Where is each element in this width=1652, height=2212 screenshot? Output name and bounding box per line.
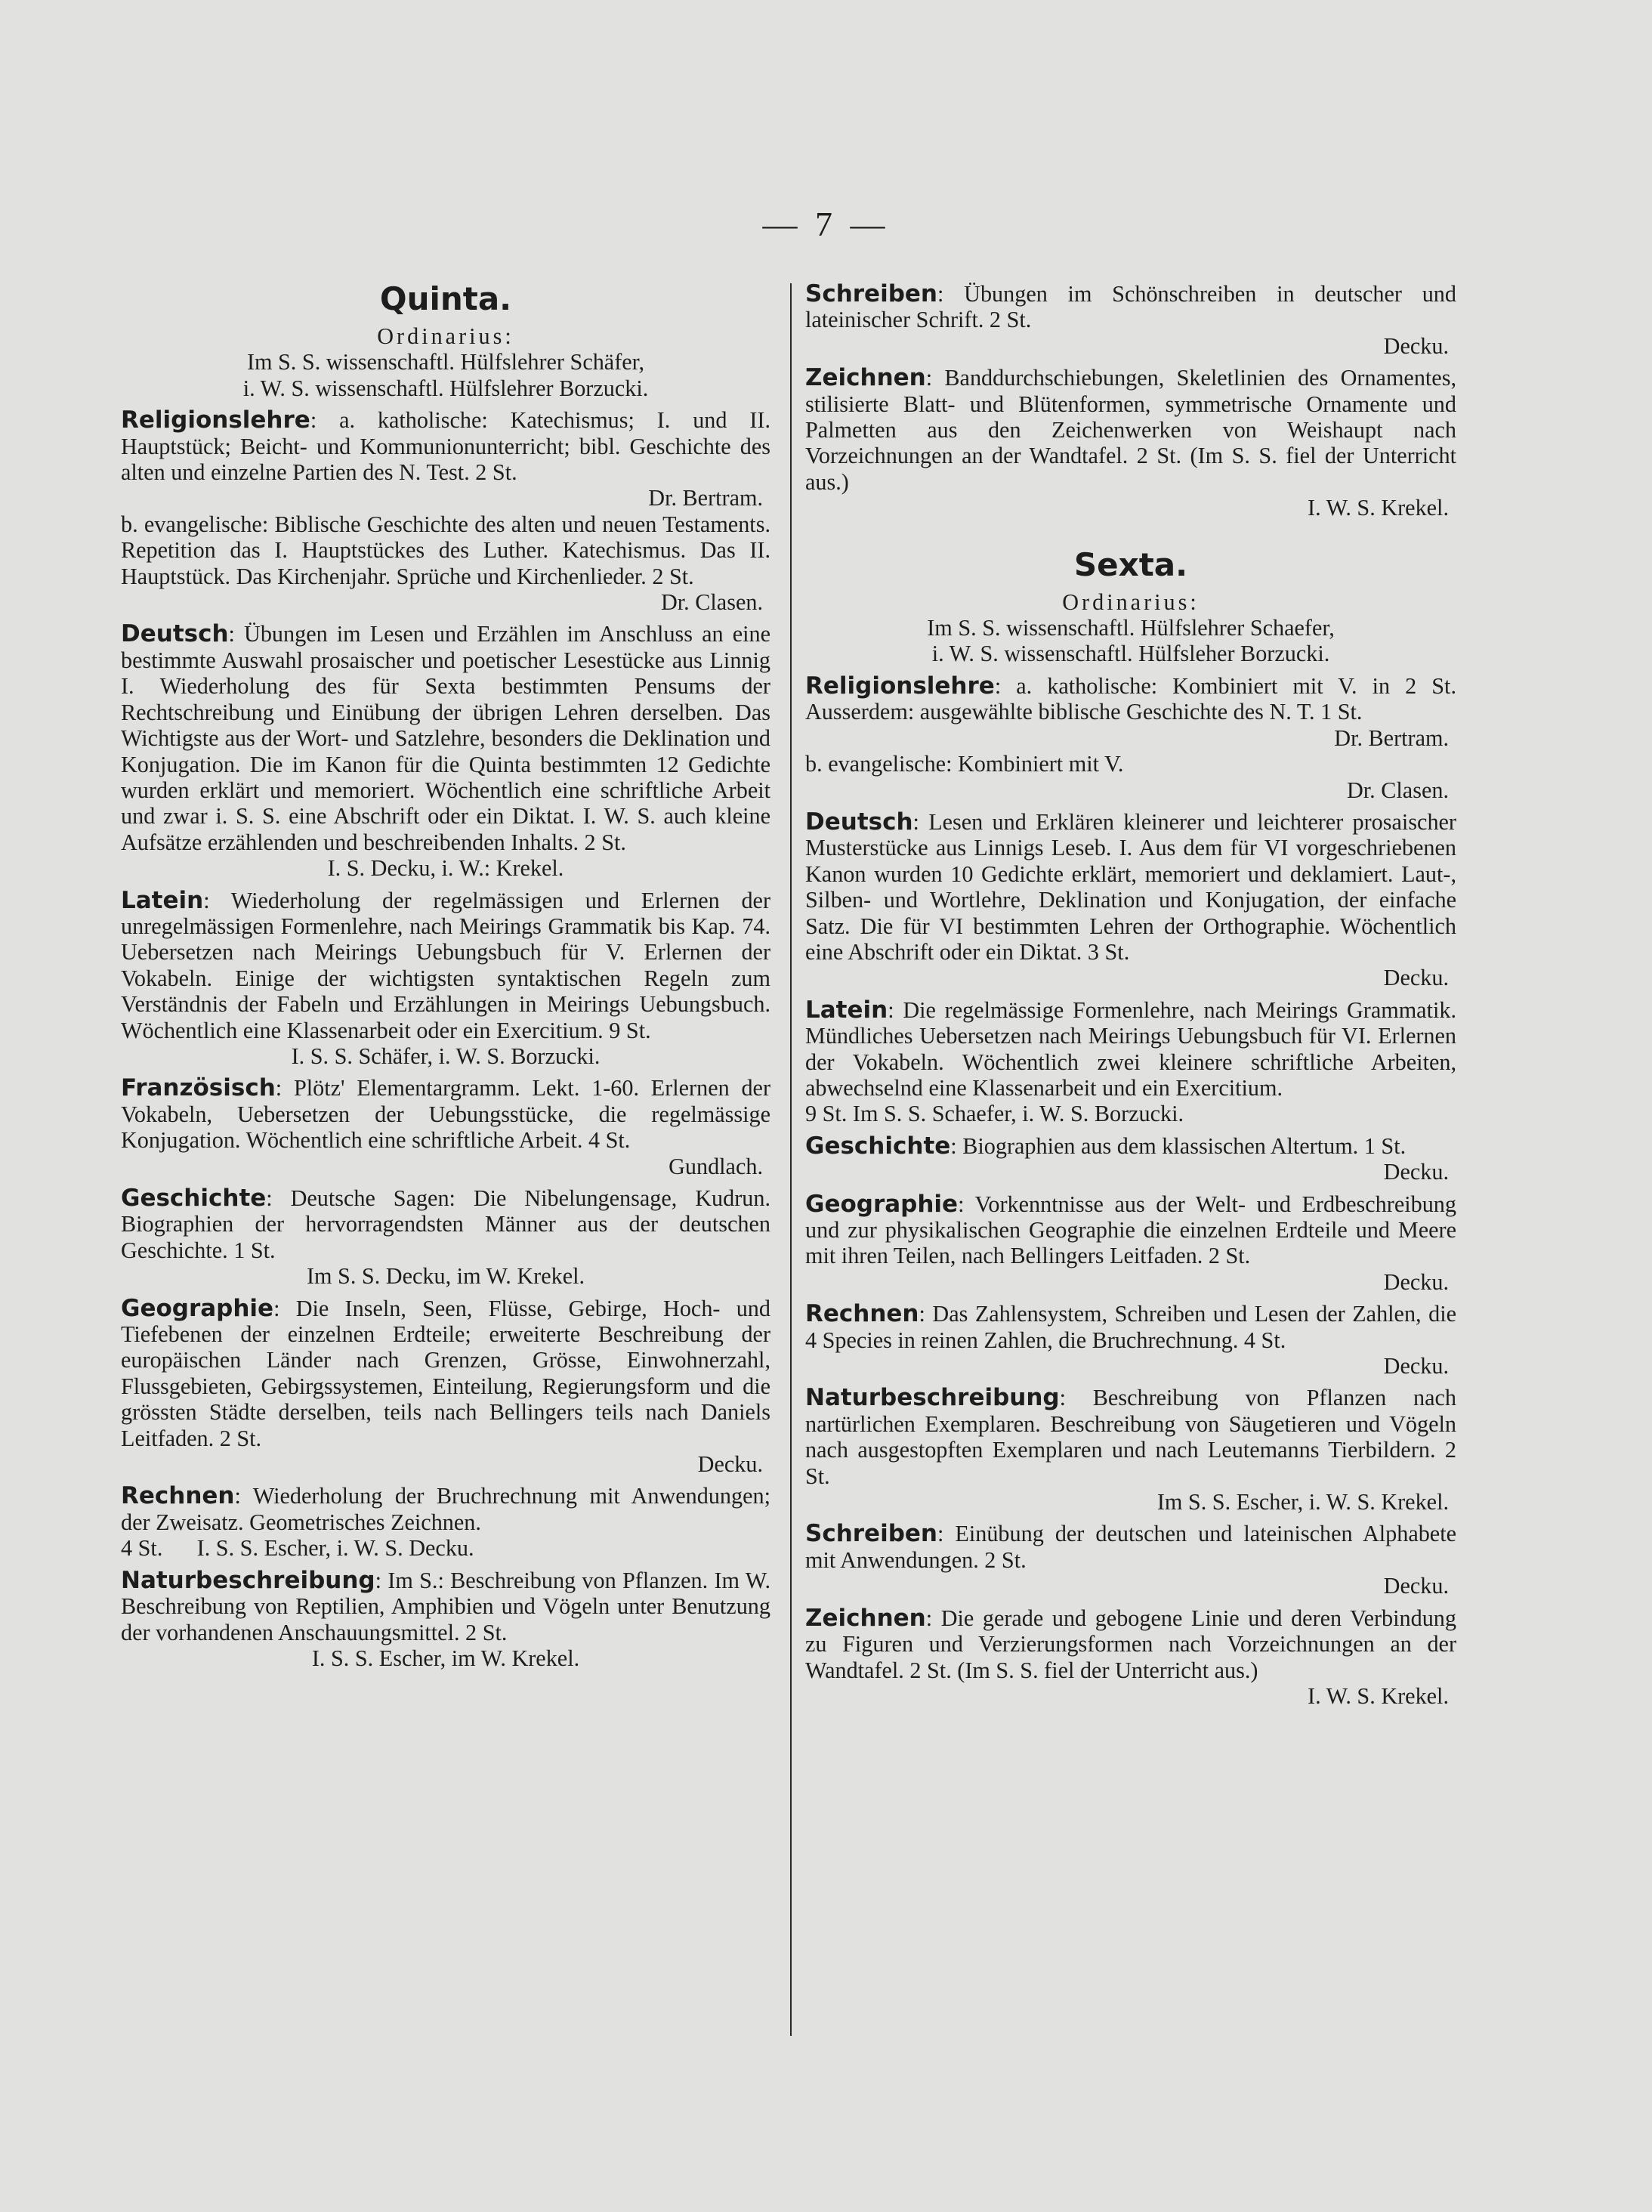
column-divider bbox=[790, 283, 792, 2036]
quinta-deutsch-heading: Deutsch bbox=[121, 620, 229, 648]
quinta-rechnen-hours: 4 St. bbox=[121, 1535, 163, 1562]
page-number: — 7 — bbox=[762, 205, 890, 243]
sexta-latein-section bbox=[805, 997, 1456, 1127]
sexta-latein-text: : Die regelmässige Formenlehre, nach Meirings Grammatik. Mündliches Uebersetzen nach Meirings Uebungsbuch für VI. Erlernen der Vokabeln. Wöchentlich zwei kleinere schriftliche Arbeiten, abwechselnd eine Klassenarbeit und ein Exercitium. bbox=[805, 996, 1456, 1101]
quinta-latein-heading: Latein bbox=[121, 886, 204, 914]
sexta-geographie-heading: Geographie bbox=[805, 1190, 959, 1218]
quinta-rechnen-footer bbox=[121, 1535, 770, 1561]
sexta-rechnen-heading: Rechnen bbox=[805, 1300, 919, 1328]
sexta-schreiben-section bbox=[805, 1521, 1456, 1599]
quinta-ordinarius-ws: i. W. S. wissenschaftl. Hülfslehrer Borzucki. bbox=[242, 375, 649, 401]
quinta-schreiben-teacher: Decku. bbox=[1383, 332, 1449, 359]
left-column bbox=[121, 281, 770, 1671]
sexta-geographie-teacher: Decku. bbox=[1383, 1268, 1449, 1295]
quinta-franz-teacher: Gundlach. bbox=[669, 1153, 763, 1179]
sexta-geographie-section bbox=[805, 1191, 1456, 1296]
right-column bbox=[805, 281, 1456, 1709]
sexta-ordinarius-label: Ordinarius: bbox=[1062, 589, 1200, 615]
quinta-religion-text-a: : a. katholische: Katechismus; I. und II. Hauptstück; Beicht- und Kommunionunterricht; bibl. Geschichte des alten und einzelne Partien des N. Test. 2 St. bbox=[121, 407, 770, 486]
quinta-latein-text: : Wiederholung der regelmässigen und Erlernen der unregelmässigen Formenlehre, nach Meirings Grammatik bis Kap. 74. Uebersetzen nach Meirings Uebungsbuch für V. Erlernen der Vokabeln. Einige der wichtigsten syntaktischen Regeln zum Verständnis der Fabeln und Erzählungen in Meirings Uebungsbuch. Wöchentlich eine Klassenarbeit oder ein Exercitium. 9 St. bbox=[121, 887, 770, 1043]
quinta-religion-teacher-a: Dr. Bertram. bbox=[648, 485, 763, 511]
sexta-ordinarius-ss: Im S. S. wissenschaftl. Hülfslehrer Schaefer, bbox=[927, 615, 1335, 641]
sexta-deutsch-teacher: Decku. bbox=[1383, 965, 1449, 991]
quinta-religion-section bbox=[121, 407, 770, 615]
quinta-geschichte-section bbox=[121, 1185, 770, 1290]
quinta-religion-text-b: b. evangelische: Biblische Geschichte des alten und neuen Testaments. Repetition das I. Hauptstückes des Luther. Katechismus. Das II. Hauptstück. Das Kirchenjahr. Sprüche und Kirchenlieder. 2 St. bbox=[121, 511, 770, 589]
sexta-schreiben-heading: Schreiben bbox=[805, 1520, 937, 1548]
quinta-geographie-text: : Die Inseln, Seen, Flüsse, Gebirge, Hoch- und Tiefebenen der einzelnen Erdteile; erweiterte Beschreibung der europäischen Länder nach Grenzen, Grösse, Einwohnerzahl, Flussgebieten, Gebirgssystemen, Einteilung, Regierungsform und die grössten Städte derselben, teils nach Bellingers teils nach Daniels Leitfaden. 2 St. bbox=[121, 1295, 770, 1451]
sexta-deutsch-heading: Deutsch bbox=[805, 808, 913, 836]
sexta-zeichnen-heading: Zeichnen bbox=[805, 1604, 926, 1632]
quinta-zeichnen-section bbox=[805, 365, 1456, 521]
quinta-religion-teacher-b: Dr. Clasen. bbox=[661, 589, 763, 616]
quinta-geschichte-heading: Geschichte bbox=[121, 1185, 267, 1212]
quinta-geographie-section bbox=[121, 1296, 770, 1478]
sexta-geographie-text: : Vorkenntnisse aus der Welt- und Erdbeschreibung und zur physikalischen Geographie die einzelnen Erdteile und Meere mit ihren Teilen, nach Bellingers Leitfaden. 2 St. bbox=[805, 1191, 1456, 1269]
quinta-religion-heading: Religionslehre bbox=[121, 406, 310, 434]
quinta-franz-heading: Französisch bbox=[121, 1074, 276, 1102]
sexta-geschichte-teacher: Decku. bbox=[1383, 1159, 1449, 1185]
quinta-zeichnen-heading: Zeichnen bbox=[805, 364, 926, 392]
sexta-zeichnen-text: : Die gerade und gebogene Linie und deren Verbindung zu Figuren und Verzierungsformen nach Vorzeichnungen an der Wandtafel. 2 St. (Im S. S. fiel der Unterricht aus.) bbox=[805, 1605, 1456, 1683]
quinta-deutsch-text: : Übungen im Lesen und Erzählen im Anschluss an eine bestimmte Auswahl prosaischer und poetischer Lesestücke aus Linnig I. Wiederholung des für Sexta bestimmten Pensums der Rechtschreibung und Einübung der übrigen Lehren derselben. Das Wichtigste aus der Wort- und Satzlehre, besonders die Deklination und Konjugation. Die im Kanon für die Quinta bestimmten 12 Gedichte wurden erklärt und memoriert. Wöchentlich eine schriftliche Arbeit und zwar i. S. S. eine Abschrift oder ein Diktat. I. W. S. auch kleine Aufsätze erzählenden und beschreibenden Inhalts. 2 St. bbox=[121, 621, 770, 855]
sexta-religion-heading: Religionslehre bbox=[805, 672, 995, 700]
quinta-franz-text: : Plötz' Elementargramm. Lekt. 1-60. Erlernen der Vokabeln, Uebersetzen der Uebungsstücke, die regelmässige Konjugation. Wöchentlich eine schriftliche Arbeit. 4 St. bbox=[121, 1075, 770, 1154]
quinta-natur-heading: Naturbeschreibung bbox=[121, 1566, 375, 1594]
sexta-religion-teacher-a: Dr. Bertram. bbox=[1334, 724, 1449, 751]
sexta-schreiben-teacher: Decku. bbox=[1383, 1573, 1449, 1599]
sexta-natur-teacher: Im S. S. Escher, i. W. S. Krekel. bbox=[1156, 1489, 1449, 1515]
quinta-rechnen-section bbox=[121, 1483, 770, 1561]
sexta-geschichte-heading: Geschichte bbox=[805, 1132, 951, 1160]
quinta-rechnen-heading: Rechnen bbox=[121, 1482, 235, 1510]
quinta-rechnen-teacher: I. S. S. Escher, i. W. S. Decku. bbox=[196, 1535, 474, 1562]
quinta-geographie-heading: Geographie bbox=[121, 1294, 274, 1322]
quinta-natur-text: : Im S.: Beschreibung von Pflanzen. Im W. Beschreibung von Reptilien, Amphibien und Vögeln unter Benutzung der vorhandenen Anschauungsmittel. 2 St. bbox=[121, 1567, 770, 1645]
sexta-zeichnen-section bbox=[805, 1605, 1456, 1710]
quinta-geographie-teacher: Decku. bbox=[697, 1451, 763, 1478]
sexta-religion-section bbox=[805, 673, 1456, 803]
sexta-natur-heading: Naturbeschreibung bbox=[805, 1384, 1060, 1412]
sexta-deutsch-section bbox=[805, 809, 1456, 991]
quinta-geschichte-teacher: Im S. S. Decku, im W. Krekel. bbox=[306, 1263, 585, 1290]
quinta-rechnen-text: : Wiederholung der Bruchrechnung mit Anwendungen; der Zweisatz. Geometrisches Zeichnen. bbox=[121, 1483, 770, 1535]
sexta-religion-teacher-b: Dr. Clasen. bbox=[1347, 777, 1449, 803]
sexta-latein-heading: Latein bbox=[805, 996, 888, 1024]
sexta-deutsch-text: : Lesen und Erklären kleinerer und leichterer prosaischer Musterstücke aus Linnigs Leseb. I. Aus dem für VI vorgeschriebenen Kanon wurden 10 Gedichte erklärt, memoriert und deklamiert. Laut-, Silben- und Wortlehre, Deklination und Konjugation, der einfache Satz. Die für VI bestimmten Lehren der Orthographie. Wöchentlich eine Abschrift oder ein Diktat. 3 St. bbox=[805, 808, 1456, 965]
sexta-natur-section bbox=[805, 1385, 1456, 1515]
sexta-latein-teacher: 9 St. Im S. S. Schaefer, i. W. S. Borzucki. bbox=[805, 1101, 1184, 1127]
quinta-franz-section bbox=[121, 1075, 770, 1179]
sexta-geschichte-text: : Biographien aus dem klassischen Altertum. 1 St. bbox=[950, 1132, 1407, 1159]
quinta-ordinarius-label: Ordinarius: bbox=[377, 323, 514, 349]
quinta-deutsch-section bbox=[121, 621, 770, 881]
sexta-religion-text-b: b. evangelische: Kombiniert mit V. bbox=[805, 751, 1124, 777]
quinta-schreiben-text: : Übungen im Schönschreiben in deutscher und lateinischer Schrift. 2 St. bbox=[805, 281, 1456, 333]
quinta-natur-section bbox=[121, 1568, 770, 1672]
sexta-rechnen-section bbox=[805, 1301, 1456, 1379]
quinta-latein-section bbox=[121, 888, 770, 1070]
sexta-geschichte-section bbox=[805, 1133, 1456, 1185]
quinta-zeichnen-text: : Banddurchschiebungen, Skeletlinien des Ornamentes, stilisierte Blatt- und Blütenformen, symmetrische Ornamente und Palmetten aus den Zeichenwerken von Weishaupt nach Vorzeichnungen an der Wandtafel. 2 St. (Im S. S. fiel der Unterricht aus.) bbox=[805, 365, 1456, 495]
sexta-title: Sexta. bbox=[1073, 545, 1188, 583]
quinta-schreiben-heading: Schreiben bbox=[805, 280, 937, 307]
sexta-zeichnen-teacher: I. W. S. Krekel. bbox=[1308, 1682, 1449, 1709]
sexta-natur-text: : Beschreibung von Pflanzen nach nartürlichen Exemplaren. Beschreibung von Säugetieren und Vögeln nach ausgestopften Exemplaren und nach Leutemanns Tierbildern. 2 St. bbox=[805, 1385, 1456, 1489]
quinta-geschichte-text: : Deutsche Sagen: Die Nibelungensage, Kudrun. Biographien der hervorragendsten Männer aus der deutschen Geschichte. 1 St. bbox=[121, 1185, 770, 1263]
quinta-natur-teacher: I. S. S. Escher, im W. Krekel. bbox=[311, 1645, 580, 1671]
quinta-ordinarius-ss: Im S. S. wissenschaftl. Hülfslehrer Schäfer, bbox=[246, 349, 645, 375]
quinta-schreiben-section bbox=[805, 281, 1456, 359]
sexta-rechnen-text: : Das Zahlensystem, Schreiben und Lesen der Zahlen, die 4 Species in reinen Zahlen, die Bruchrechnung. 4 St. bbox=[805, 1301, 1456, 1353]
quinta-latein-teacher: I. S. S. Schäfer, i. W. S. Borzucki. bbox=[291, 1043, 601, 1069]
quinta-deutsch-teacher: I. S. Decku, i. W.: Krekel. bbox=[327, 855, 564, 882]
quinta-title: Quinta. bbox=[379, 280, 512, 317]
sexta-ordinarius-ws: i. W. S. wissenschaftl. Hülfsleher Borzucki. bbox=[931, 641, 1330, 667]
sexta-rechnen-teacher: Decku. bbox=[1383, 1353, 1449, 1379]
sexta-schreiben-text: : Einübung der deutschen und lateinischen Alphabete mit Anwendungen. 2 St. bbox=[805, 1521, 1456, 1573]
sexta-religion-text-a: : a. katholische: Kombiniert mit V. in 2 St. Ausserdem: ausgewählte biblische Geschichte des N. T. 1 St. bbox=[805, 672, 1456, 725]
quinta-zeichnen-teacher: I. W. S. Krekel. bbox=[1308, 495, 1449, 521]
